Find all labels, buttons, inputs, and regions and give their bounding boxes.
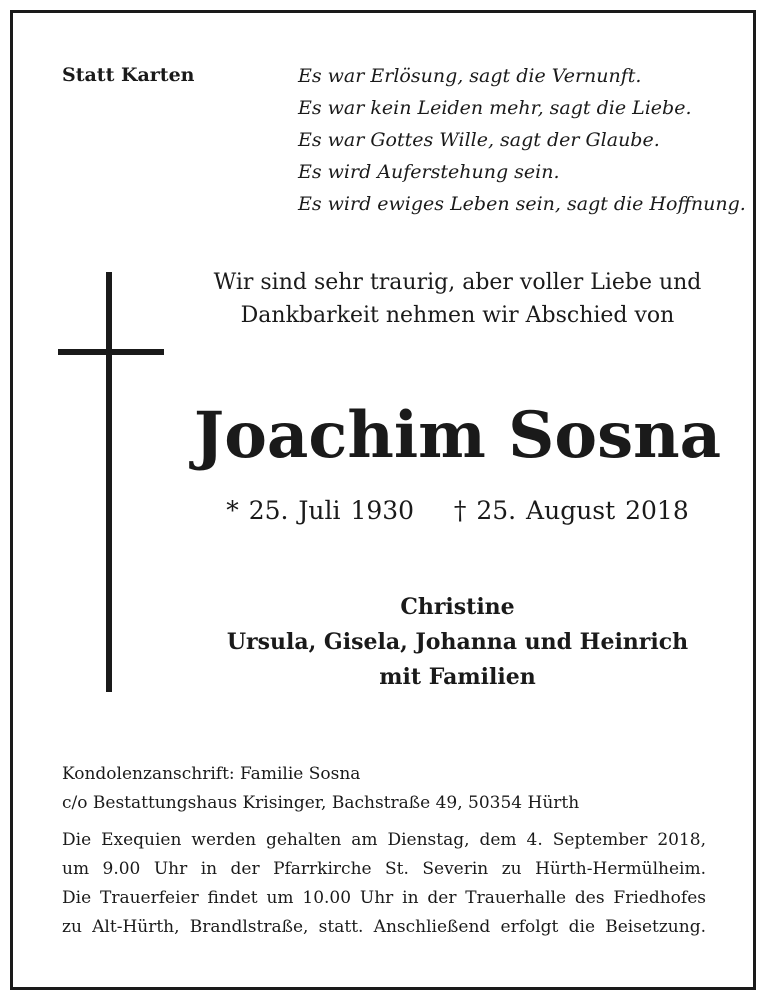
condolence-address [62, 760, 579, 818]
condolence-line: Kondolenzanschrift: Familie Sosna [62, 764, 361, 784]
poem-line: Es war kein Leiden mehr, sagt die Liebe. [298, 97, 692, 119]
mourner-line: Ursula, Gisela, Johanna und Heinrich [226, 629, 689, 655]
poem [298, 60, 746, 220]
intro-text [180, 266, 735, 332]
service-details [62, 826, 706, 942]
intro-line: Dankbarkeit nehmen wir Abschied von [240, 303, 675, 328]
birth-date: * 25. Juli 1930 [226, 496, 415, 525]
cross-icon-vertical [106, 272, 112, 692]
statt-karten-label: Statt Karten [62, 64, 195, 86]
condolence-line: c/o Bestattungshaus Krisinger, Bachstraße 49, 50354 Hürth [62, 793, 580, 813]
deceased-name: Joachim Sosna [193, 398, 722, 473]
poem-line: Es war Erlösung, sagt die Vernunft. [298, 65, 642, 87]
poem-line: Es war Gottes Wille, sagt der Glaube. [298, 129, 660, 151]
service-line: zu Alt-Hürth, Brandlstraße, statt. Anschließend erfolgt die Beisetzung. [62, 917, 706, 937]
poem-line: Es wird Auferstehung sein. [298, 161, 560, 183]
cross-icon-horizontal [58, 349, 164, 355]
intro-line: Wir sind sehr traurig, aber voller Liebe und [213, 270, 702, 295]
service-line: Die Trauerfeier findet um 10.00 Uhr in der Trauerhalle des Friedhofes [62, 888, 706, 908]
life-dates [180, 496, 735, 525]
service-line: um 9.00 Uhr in der Pfarrkirche St. Severin zu Hürth-Hermülheim. [62, 859, 706, 879]
poem-line: Es wird ewiges Leben sein, sagt die Hoffnung. [298, 193, 746, 215]
service-line: Die Exequien werden gehalten am Dienstag, dem 4. September 2018, [62, 830, 706, 850]
mourner-line: Christine [400, 594, 515, 620]
mourner-line: mit Familien [379, 664, 536, 690]
mourners [180, 590, 735, 695]
death-date: † 25. August 2018 [453, 496, 689, 525]
